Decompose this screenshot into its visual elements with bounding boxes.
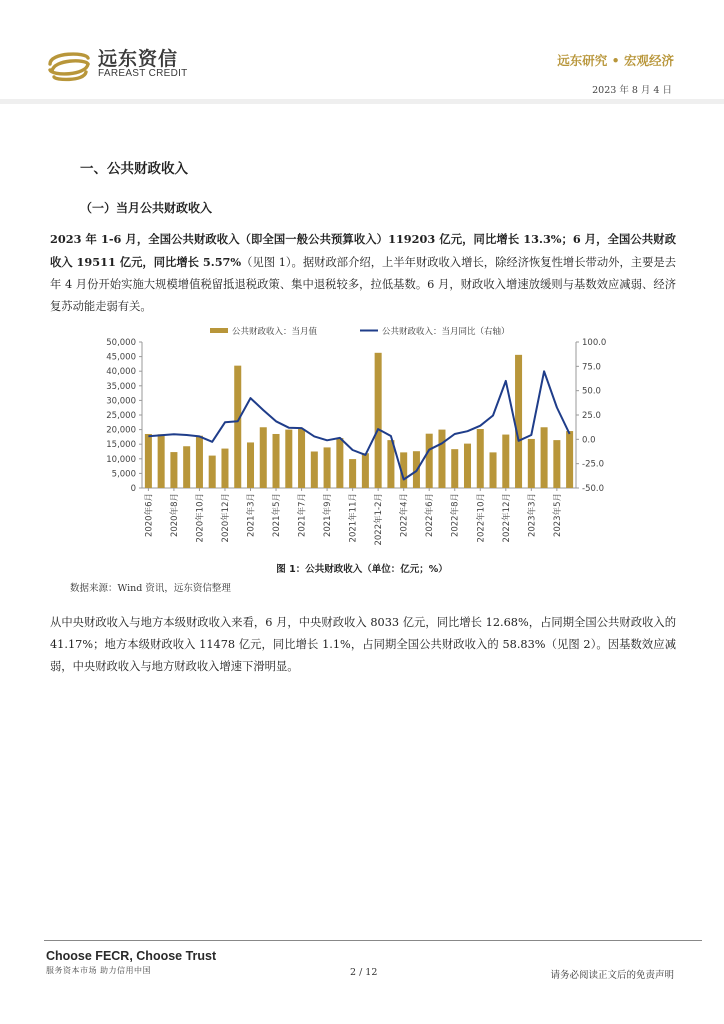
revenue-bar (477, 429, 484, 488)
footer-slogan-cn: 服务资本市场 助力信用中国 (46, 966, 152, 975)
paragraph-1-bold: 2023 年 1-6 月，全国公共财政收入（即全国一般公共预算收入）119203 亿元，同比增长 13.3%；6 月，全国公共财政收入 19511 亿元，同比增长 5.57% (50, 232, 676, 269)
paragraph-1 (50, 228, 676, 318)
report-date: 2023 年 8 月 4 日 (592, 85, 672, 96)
right-tick-label: 50.0 (582, 386, 601, 397)
footer-divider (44, 940, 702, 941)
revenue-bar (170, 452, 177, 488)
left-tick-label: 30,000 (106, 396, 136, 407)
revenue-chart (98, 320, 608, 570)
page-header (0, 0, 724, 100)
right-tick-label: 100.0 (582, 338, 607, 348)
right-tick-label: -50.0 (582, 484, 604, 494)
left-tick-label: 50,000 (106, 338, 136, 348)
revenue-bar (183, 446, 190, 488)
footer-slogan: Choose FECR, Choose Trust (46, 949, 217, 963)
paragraph-1-text: （见图 1）。据财政部介绍，上半年财政收入增长，除经济恢复性增长带动外，主要是去年 4 月份开始实施大规模增值税留抵退税政策、集中退税较多，拉低基数。6 月，财政收入增速放缓则与基数效应减弱、经济复苏动能走弱有关。 (50, 256, 676, 313)
left-tick-label: 35,000 (106, 381, 136, 392)
revenue-bar (426, 434, 433, 488)
revenue-bar (515, 355, 522, 488)
left-tick-label: 20,000 (106, 425, 136, 436)
x-tick-label: 2021年3月 (246, 493, 257, 538)
subsection-heading: （一）当月公共财政收入 (80, 201, 213, 215)
revenue-bar (285, 430, 292, 488)
right-tick-label: 0.0 (582, 435, 596, 446)
x-tick-label: 2020年12月 (220, 493, 231, 543)
revenue-bar (375, 353, 382, 488)
x-tick-label: 2020年10月 (195, 493, 206, 543)
x-tick-label: 2023年3月 (527, 493, 538, 538)
x-tick-label: 2021年11月 (348, 493, 359, 543)
x-tick-label: 2022年4月 (399, 493, 410, 538)
revenue-bar (566, 431, 573, 488)
x-tick-label: 2022年10月 (476, 493, 487, 543)
revenue-bar (196, 436, 203, 488)
left-tick-label: 15,000 (106, 440, 136, 451)
revenue-bar (234, 366, 241, 488)
x-tick-label: 2022年8月 (450, 493, 461, 538)
figure-source: 数据来源：Wind 资讯，远东资信整理 (70, 583, 231, 594)
revenue-bar (362, 453, 369, 488)
legend-line-label: 公共财政收入：当月同比（右轴） (382, 327, 510, 337)
left-tick-label: 0 (130, 484, 136, 494)
revenue-bar (145, 434, 152, 488)
revenue-bar (336, 438, 343, 488)
left-tick-label: 10,000 (106, 454, 136, 465)
left-tick-label: 40,000 (106, 367, 136, 378)
revenue-bar (438, 430, 445, 488)
revenue-bar (158, 434, 165, 488)
footer-disclaimer: 请务必阅读正文后的免责声明 (550, 970, 674, 981)
revenue-bar (273, 434, 280, 488)
revenue-bar (221, 449, 228, 488)
page-number: 2 / 12 (350, 967, 378, 978)
revenue-bar (451, 449, 458, 488)
x-tick-label: 2020年8月 (169, 493, 180, 538)
x-tick-label: 2020年6月 (144, 493, 155, 538)
paragraph-2: 从中央财政收入与地方本级财政收入来看，6 月，中央财政收入 8033 亿元，同比增长 12.68%，占同期全国公共财政收入的 41.17%；地方本级财政收入 11478 亿元，同比增长 1.1%，占同期全国公共财政收入的 58.83%（见图 2）。因基数效应减弱，中央财政收入与地方财政收入增速下滑明显。 (50, 616, 676, 673)
revenue-bar (528, 439, 535, 488)
x-tick-label: 2021年5月 (272, 493, 283, 538)
revenue-bar (209, 456, 216, 488)
left-tick-label: 25,000 (106, 411, 136, 421)
revenue-bar (490, 452, 497, 488)
logo-mark-icon (44, 44, 94, 84)
figure-caption: 图 1：公共财政收入（单位：亿元；%） (276, 564, 448, 575)
right-tick-label: 25.0 (582, 411, 601, 421)
revenue-bar (349, 459, 356, 488)
right-tick-label: 75.0 (582, 362, 601, 373)
revenue-bar (553, 440, 560, 488)
revenue-bar (311, 452, 318, 489)
x-tick-label: 2022年6月 (425, 493, 436, 538)
x-tick-label: 2021年9月 (323, 493, 334, 538)
revenue-bar (260, 427, 267, 488)
revenue-bar (298, 429, 305, 488)
revenue-bar (464, 444, 471, 488)
left-tick-label: 45,000 (106, 352, 136, 363)
x-tick-label: 2022年12月 (501, 493, 512, 543)
section-heading: 一、公共财政收入 (80, 161, 188, 177)
revenue-bar (541, 427, 548, 488)
x-tick-label: 2023年5月 (552, 493, 563, 538)
logo-text-cn: 远东资信 (98, 48, 179, 70)
left-tick-label: 5,000 (111, 469, 136, 480)
report-section: 远东研究 • 宏观经济 (557, 53, 674, 68)
revenue-bar (502, 435, 509, 488)
revenue-bar (247, 442, 254, 488)
revenue-bar (324, 447, 331, 488)
legend-bar-swatch (210, 328, 228, 333)
logo-text-en: FAREAST CREDIT (98, 68, 188, 79)
x-tick-label: 2022年1-2月 (374, 493, 385, 546)
x-tick-label: 2021年7月 (297, 493, 308, 538)
right-tick-label: -25.0 (582, 459, 604, 470)
fareast-credit-logo (44, 44, 204, 84)
legend-bar-label: 公共财政收入：当月值 (232, 327, 318, 337)
header-divider (0, 99, 724, 104)
